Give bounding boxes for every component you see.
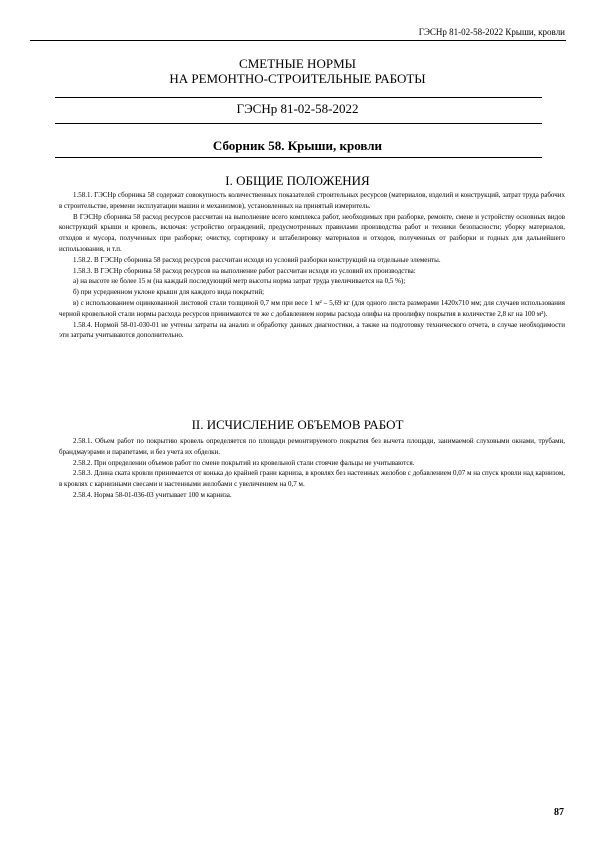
paragraph: 1.58.1. ГЭСНр сборника 58 содержат совокупность количественных показателей строительных ресурсов (материалов, изделий и конструкций, затрат труда рабочих в строительстве, времени эксплуатации машин и механизмов), установленных на принятый измеритель. (59, 191, 565, 210)
title-line-2: НА РЕМОНТНО-СТРОИТЕЛЬНЫЕ РАБОТЫ (169, 71, 426, 86)
section-heading-volumes: II. ИСЧИСЛЕНИЕ ОБЪЕМОВ РАБОТ (191, 417, 404, 432)
section-body-volumes (59, 436, 565, 501)
document-code: ГЭСНр 81-02-58-2022 (236, 101, 359, 116)
paragraph: В ГЭСНр сборника 58 расход ресурсов рассчитан на выполнение всего комплекса работ, необходимых при разборке, ремонте, смене и устройству основных видов конструкций крыши и кровель, включая: устройство ограждений, предусмотренных правилами производства работ и техники безопасности; уборку материалов, отходов и мусора, полученных при разборке; очистку, сортировку и штабелировку материалов и отходов, полученных от разборки и годных для дальнейшего использования, и т.п. (59, 212, 565, 253)
section-body-general (59, 190, 565, 341)
header-rule (30, 40, 566, 41)
title-line-1: СМЕТНЫЕ НОРМЫ (239, 56, 356, 71)
collection-rule (55, 157, 542, 158)
code-rule-top (55, 97, 542, 98)
paragraph: 2.58.1. Объем работ по покрытию кровель определяется по площади ремонтируемого покрытия без вычета площади, занимаемой слуховыми окнами, трубами, брандмауэрами и парапетами, и без учета их обделки. (59, 437, 565, 456)
running-header: ГЭСНр 81-02-58-2022 Крыши, кровли (418, 27, 565, 37)
collection-title: Сборник 58. Крыши, кровли (212, 138, 383, 153)
paragraph: 2.58.3. Длина ската кровли принимается от конька до крайней грани карниза, в кровлях без настенных желобов с добавлением 0,07 м на спуск кровли над карнизом, в кровлях с карнизными свесами и настенными желобами с увеличением на 0,7 м. (59, 469, 565, 489)
paragraph: 1.58.3. В ГЭСНр сборника 58 расход ресурсов на выполнение работ рассчитан исходя из условий их производства: (73, 266, 416, 275)
paragraph: 2.58.2. При определении объемов работ по смене покрытий из кровельной стали стоячие фальцы не учитываются. (73, 458, 415, 467)
list-item: б) при усредненном уклоне крыши для каждого вида покрытий; (73, 288, 265, 297)
paragraph: 2.58.4. Норма 58-01-036-03 учитывает 100 м карниза. (73, 490, 232, 499)
code-rule-bottom (55, 123, 542, 124)
list-item: а) на высоте не более 15 м (на каждый последующий метр высоты норма затрат труда увеличивается на 0,5 %); (73, 277, 406, 286)
section-heading-general: I. ОБЩИЕ ПОЛОЖЕНИЯ (225, 173, 370, 188)
page-number: 87 (554, 807, 564, 818)
document-title (0, 56, 595, 86)
list-item: в) с использованием оцинкованной листовой стали толщиной 0,7 мм при весе 1 м² – 5,69 кг (для одного листа размерами 1420х710 мм; для случаев использования черной кровельной стали нормы расхода ресурсов принимаются те же с добавлением нормы расхода олифы на проолифку покрытия в количестве 2,8 кг на 100 м²). (59, 298, 565, 318)
paragraph: 1.58.2. В ГЭСНр сборника 58 расход ресурсов рассчитан исходя из условий разборки конструкций на отдельные элементы. (73, 255, 441, 264)
paragraph: 1.58.4. Нормой 58-01-030-01 не учтены затраты на анализ и обработку данных диагностики, а также на подготовку технического отчета, в случае необходимости эти затраты учитываются дополнительно. (59, 320, 565, 340)
